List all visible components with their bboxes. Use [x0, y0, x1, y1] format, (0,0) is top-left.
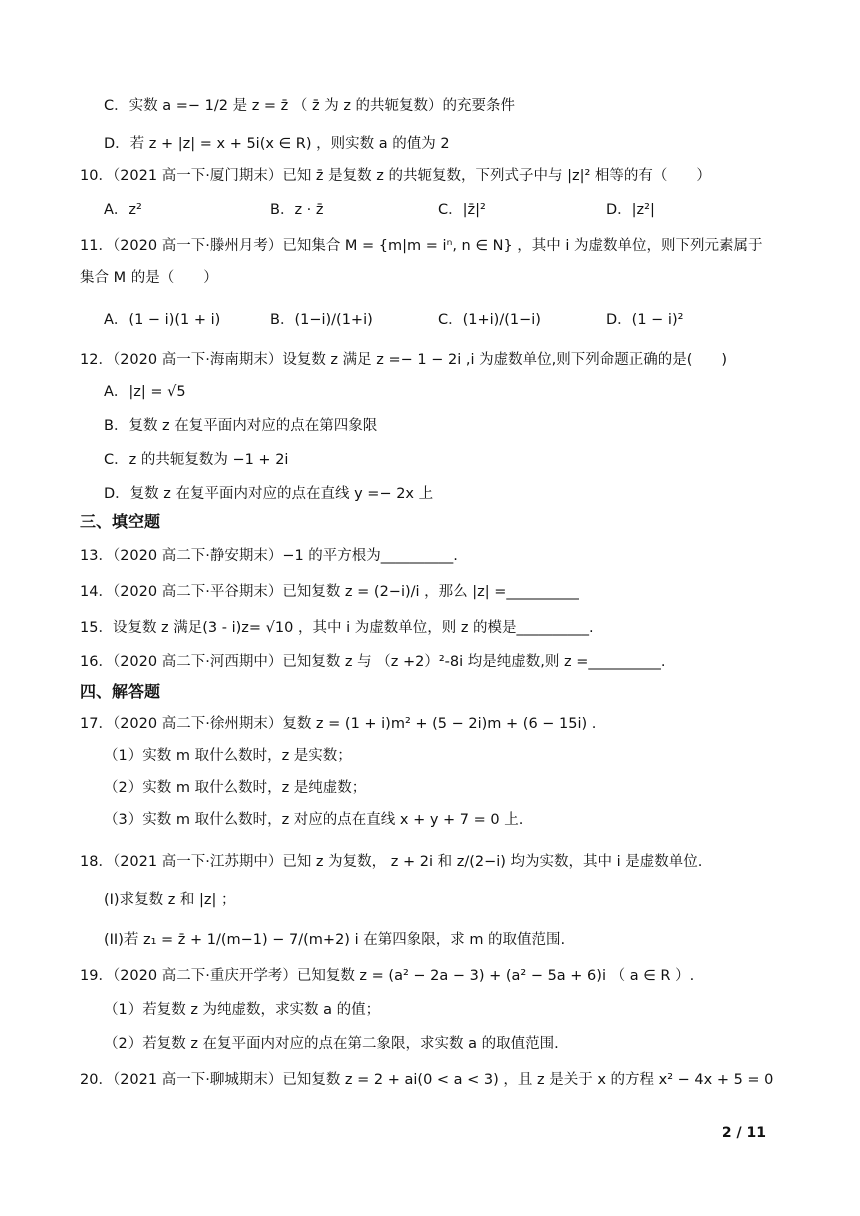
question-18: 18．（2021 高一下·江苏期中）已知 z 为复数， z + 2i 和 z/(2−i) 均为实数，其中 i 是虚数单位. [80, 854, 703, 870]
q9-option-c: C．实数 a =− 1/2 是 z = z̄ （ z̄ 为 z 的共轭复数）的充要条件 [104, 98, 516, 114]
question-10: 10．（2021 高一下·厦门期末）已知 z̄ 是复数 z 的共轭复数，下列式子中与 |z|² 相等的有（ ） [80, 168, 711, 184]
q10-option-d: D．|z²| [606, 202, 655, 218]
q19-part-1: （1）若复数 z 为纯虚数，求实数 a 的值； [104, 1002, 381, 1018]
question-17: 17．（2020 高二下·徐州期末）复数 z = (1 + i)m² + (5 − 2i)m + (6 − 15i) . [80, 716, 597, 732]
q18-part-2: (II)若 z₁ = z̄ + 1/(m−1) − 7/(m+2) i 在第四象限，求 m 的取值范围. [104, 932, 566, 948]
q11-option-d: D．(1 − i)² [606, 312, 684, 328]
question-19: 19．（2020 高二下·重庆开学考）已知复数 z = (a² − 2a − 3) + (a² − 5a + 6)i （ a ∈ R ）. [80, 968, 695, 984]
section-heading-solutions: 四、解答题 [80, 682, 161, 701]
question-11: 11．（2020 高一下·滕州月考）已知集合 M = {m|m = iⁿ, n ∈ N} ，其中 i 为虚数单位，则下列元素属于 [80, 238, 763, 254]
question-12: 12．（2020 高一下·海南期末）设复数 z 满足 z =− 1 − 2i ,i 为虚数单位,则下列命题正确的是( ) [80, 352, 728, 368]
section-heading-fill-blank: 三、填空题 [80, 512, 161, 531]
q11-option-c: C．(1+i)/(1−i) [438, 312, 541, 328]
q12-option-d: D．复数 z 在复平面内对应的点在直线 y =− 2x 上 [104, 486, 434, 502]
q9-option-d: D．若 z + |z| = x + 5i(x ∈ R) ，则实数 a 的值为 2 [104, 136, 450, 152]
question-15: 15．设复数 z 满足(3 - i)z= √10 ，其中 i 为虚数单位，则 z 的模是__________. [80, 620, 594, 636]
q11-option-b: B．(1−i)/(1+i) [270, 312, 373, 328]
q12-option-a: A．|z| = √5 [104, 384, 186, 400]
q10-option-c: C．|z̄|² [438, 202, 486, 218]
question-13: 13．（2020 高二下·静安期末）−1 的平方根为__________. [80, 548, 458, 564]
page-number: 2 / 11 [721, 1125, 766, 1141]
q11-option-a: A．(1 − i)(1 + i) [104, 312, 221, 328]
question-11-cont: 集合 M 的是（ ） [80, 270, 218, 286]
question-16: 16．（2020 高二下·河西期中）已知复数 z 与 （z +2）²-8i 均是纯虚数,则 z =__________. [80, 654, 666, 670]
q17-part-2: （2）实数 m 取什么数时，z 是纯虚数； [104, 780, 367, 796]
question-14: 14．（2020 高二下·平谷期末）已知复数 z = (2−i)/i ，那么 |z| =__________ [80, 584, 579, 600]
q17-part-3: （3）实数 m 取什么数时，z 对应的点在直线 x + y + 7 = 0 上. [104, 812, 524, 828]
q18-part-1: (I)求复数 z 和 |z| ； [104, 892, 236, 908]
q10-option-a: A．z² [104, 202, 142, 218]
q19-part-2: （2）若复数 z 在复平面内对应的点在第二象限，求实数 a 的取值范围. [104, 1036, 559, 1052]
question-20: 20．（2021 高一下·聊城期末）已知复数 z = 2 + ai(0 < a < 3) ，且 z 是关于 x 的方程 x² − 4x + 5 = 0 [80, 1072, 774, 1088]
q10-option-b: B．z · z̄ [270, 202, 324, 218]
q12-option-b: B．复数 z 在复平面内对应的点在第四象限 [104, 418, 378, 434]
q12-option-c: C．z 的共轭复数为 −1 + 2i [104, 452, 289, 468]
q17-part-1: （1）实数 m 取什么数时，z 是实数； [104, 748, 352, 764]
